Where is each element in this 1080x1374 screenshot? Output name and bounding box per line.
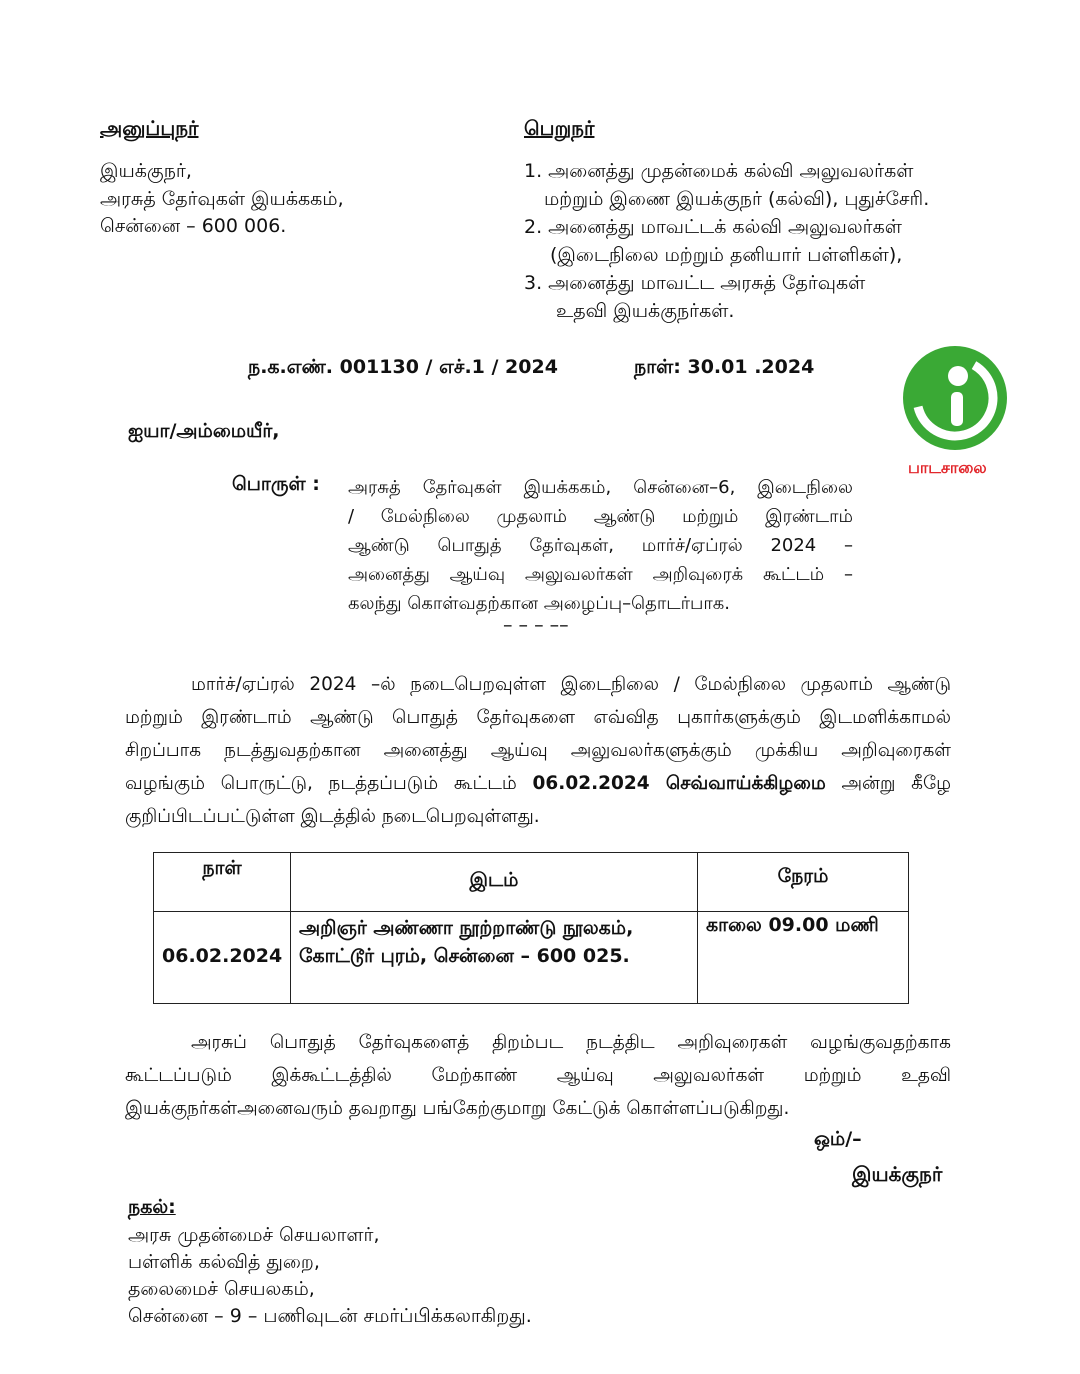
logo-emblem-icon [898, 340, 1016, 460]
cell-venue [291, 912, 698, 1004]
subject-line-2: / மேல்நிலை முதலாம் ஆண்டு மற்றும் இரண்டாம் [348, 506, 853, 527]
body2-line-2: கூட்டப்படும் இக்கூட்டத்தில் மேற்காண் ஆய்வு அலுவலர்கள் மற்றும் உதவி [125, 1065, 951, 1086]
subject-text [348, 473, 853, 618]
header-venue: இடம் [291, 853, 698, 912]
schedule-table [153, 852, 909, 1004]
header-time: நேரம் [698, 853, 909, 912]
body1-line-4-start: வழங்கும் பொருட்டு, நடத்தப்படும் கூட்டம் [125, 773, 517, 794]
to-line-2: மற்றும் இணை இயக்குநர் (கல்வி), புதுச்சேரி. [544, 188, 930, 210]
body1-line-4 [125, 767, 951, 800]
from-line-2: அரசுத் தேர்வுகள் இயக்ககம், [100, 188, 344, 210]
body1-line-4-end: அன்று கீழே [841, 773, 951, 794]
reference-date: நாள்: 30.01 .2024 [634, 356, 815, 378]
to-line-3: 2. அனைத்து மாவட்டக் கல்வி அலுவலர்கள் [524, 216, 902, 238]
to-line-5: 3. அனைத்து மாவட்ட அரசுத் தேர்வுகள் [524, 272, 866, 294]
copy-line-4: சென்னை – 9 – பணிவுடன் சமர்ப்பிக்கலாகிறது. [128, 1305, 532, 1327]
from-line-3: சென்னை – 600 006. [100, 215, 287, 237]
subject-line-1: அரசுத் தேர்வுகள் இயக்ககம், சென்னை–6, இடைநிலை [348, 477, 853, 498]
copy-line-3: தலைமைச் செயலகம், [128, 1278, 315, 1300]
body-paragraph-1 [125, 668, 951, 833]
copy-line-1: அரசு முதன்மைச் செயலாளர், [128, 1224, 380, 1246]
table-row [154, 912, 909, 1004]
body1-line-2: மற்றும் இரண்டாம் ஆண்டு பொதுத் தேர்வுகளை எவ்வித புகார்களுக்கும் இடமளிக்காமல் [125, 707, 951, 728]
subject-line-3: ஆண்டு பொதுத் தேர்வுகள், மார்ச்/ஏப்ரல் 2024 – [348, 535, 853, 556]
copy-line-2: பள்ளிக் கல்வித் துறை, [128, 1251, 320, 1273]
subject-label: பொருள் : [232, 473, 320, 495]
cell-time: காலை 09.00 மணி [698, 912, 909, 1004]
body1-line-3: சிறப்பாக நடத்துவதற்கான அனைத்து ஆய்வு அலுவலர்களுக்கும் முக்கிய அறிவுரைகள் [125, 740, 951, 761]
venue-line-1: அறிஞர் அண்ணா நூற்றாண்டு நூலகம், [299, 917, 634, 939]
body2-line-3: இயக்குநர்கள்அனைவரும் தவறாது பங்கேற்குமாறு கேட்டுக் கொள்ளப்படுகிறது. [125, 1098, 790, 1119]
header-date: நாள் [154, 853, 291, 912]
signature-designation: இயக்குநர் [852, 1162, 943, 1186]
body1-line-5: குறிப்பிடப்பட்டுள்ள இடத்தில் நடைபெறவுள்ளது. [125, 806, 540, 827]
body-paragraph-2 [125, 1026, 951, 1125]
subject-line-4: அனைத்து ஆய்வு அலுவலர்கள் அறிவுரைக் கூட்டம் – [348, 564, 853, 585]
body2-line-1: அரசுப் பொதுத் தேர்வுகளைத் திறம்பட நடத்திட அறிவுரைகள் வழங்குவதற்காக [191, 1032, 951, 1053]
padasalai-logo [898, 340, 1016, 490]
to-line-4: (இடைநிலை மற்றும் தனியார் பள்ளிகள்), [550, 244, 903, 266]
logo-caption: பாடசாலை [908, 458, 987, 477]
to-line-6: உதவி இயக்குநர்கள். [556, 300, 735, 322]
cell-date: 06.02.2024 [154, 912, 291, 1004]
to-line-1: 1. அனைத்து முதன்மைக் கல்வி அலுவலர்கள் [524, 160, 914, 182]
to-heading: பெறுநர் [524, 116, 595, 140]
subject-separator: – – – –– [503, 614, 569, 636]
meeting-date-day: 06.02.2024 செவ்வாய்க்கிழமை [532, 773, 826, 794]
salutation: ஐயா/அம்மையீர், [128, 420, 280, 442]
from-heading: அனுப்புநர் [100, 116, 199, 140]
from-line-1: இயக்குநர், [100, 160, 192, 182]
reference-number: ந.க.எண். 001130 / எச்.1 / 2024 [248, 356, 558, 378]
table-header-row [154, 853, 909, 912]
signature-mark: ஒம்/– [814, 1128, 862, 1150]
venue-line-2: கோட்டூர் புரம், சென்னை – 600 025. [299, 945, 630, 967]
subject-line-5: கலந்து கொள்வதற்கான அழைப்பு–தொடர்பாக. [348, 593, 731, 614]
copy-heading: நகல்: [128, 1196, 176, 1218]
body1-line-1: மார்ச்/ஏப்ரல் 2024 –ல் நடைபெறவுள்ள இடைநிலை / மேல்நிலை முதலாம் ஆண்டு [191, 674, 951, 695]
